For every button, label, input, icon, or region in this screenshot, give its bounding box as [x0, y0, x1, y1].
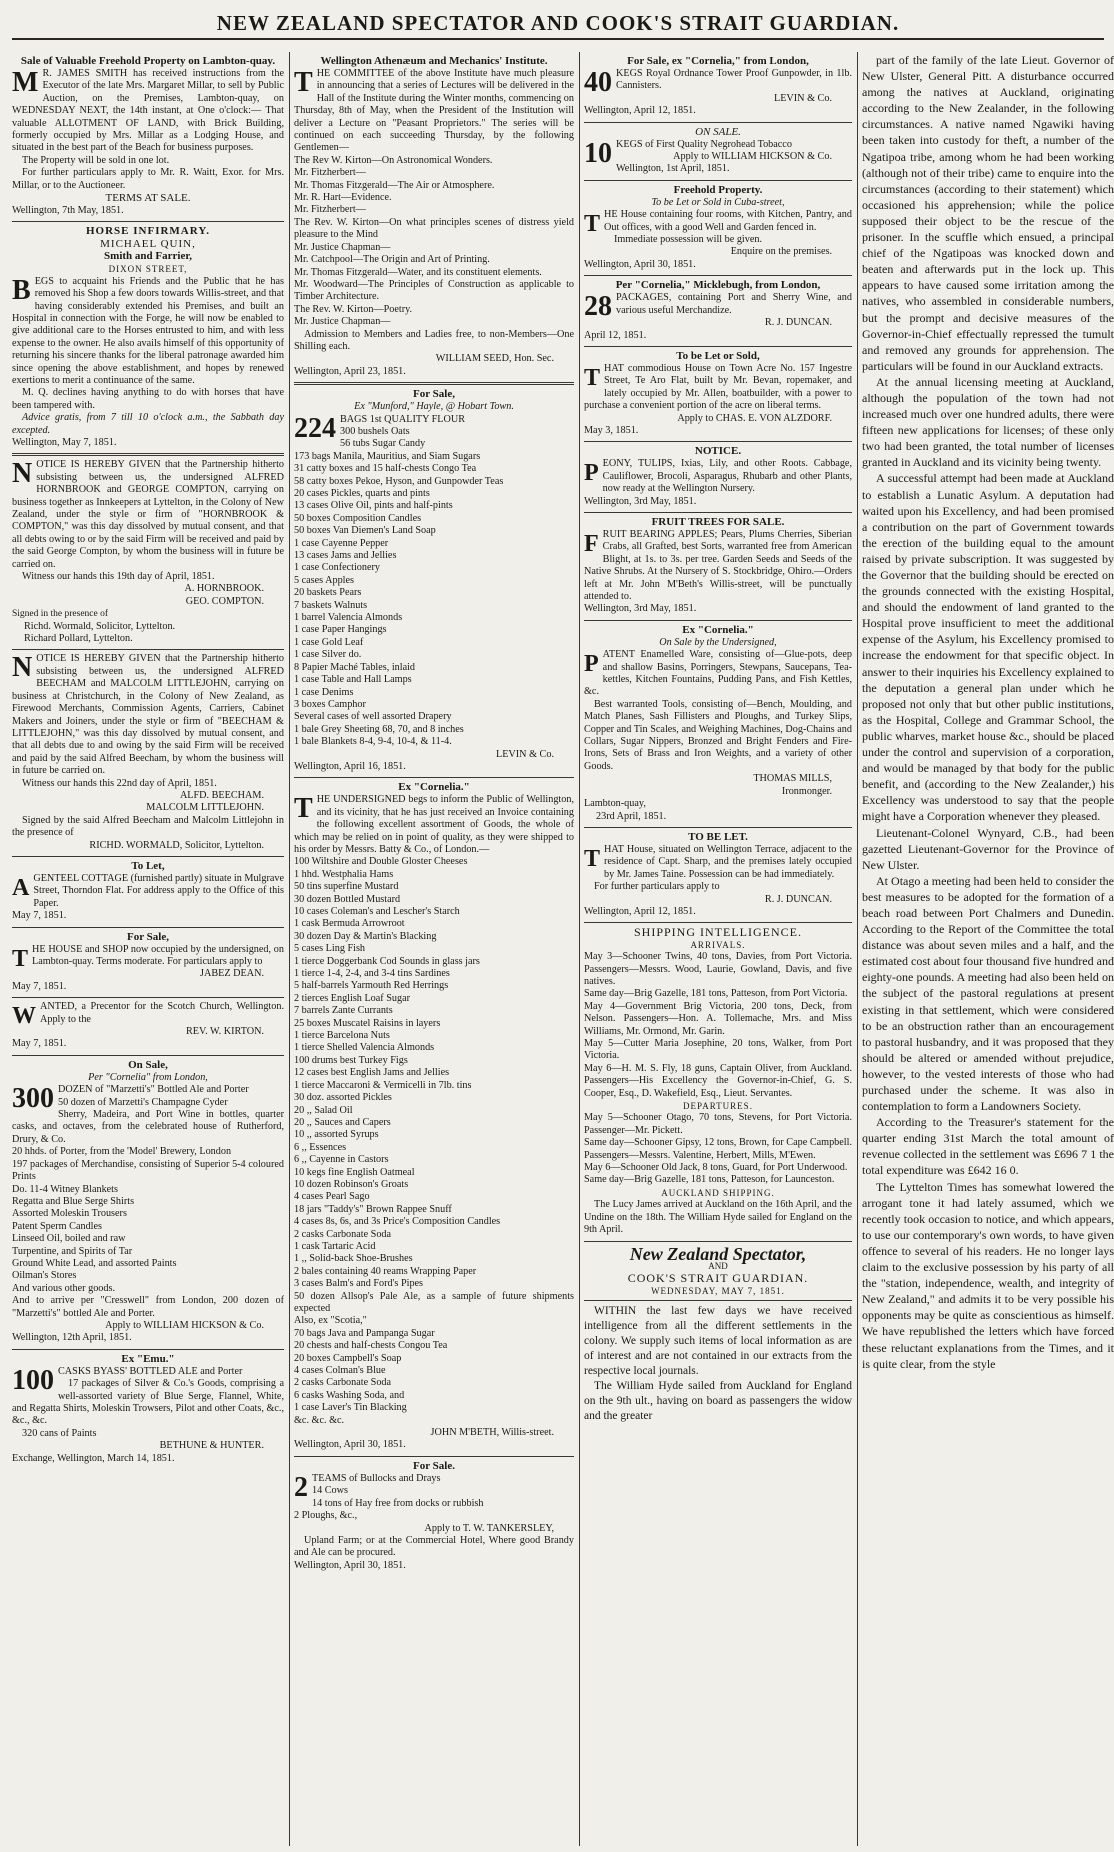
list-item: Mr. Catchpool—The Origin and Art of Printing. — [294, 254, 490, 266]
signature: WILLIAM SEED, Hon. Sec. — [435, 353, 554, 365]
column-rule — [857, 52, 858, 1846]
signature: R. J. DUNCAN. — [764, 893, 832, 905]
ad-text: Admission to Members and Ladies free, to non-Members—One Shilling each. — [294, 328, 574, 352]
ad-port-sherry — [584, 276, 852, 347]
ad-text: The Property will be sold in one lot. — [22, 154, 170, 166]
list-item: 2 bales containing 40 reams Wrapping Paper — [294, 1265, 477, 1277]
list-item: May 6—H. M. S. Fly, 18 guns, Captain Oliver, from Auckland. Passengers—His Excellency the Governor-in-Chief, G. S. Cooper, Esq., D. Wakefield, Esq., Lieut. Servantes. — [584, 1062, 852, 1099]
ad-heading: Freehold Property. — [673, 183, 763, 196]
paper-and: AND — [708, 1260, 728, 1271]
ad-enamelled-ware — [584, 621, 852, 828]
list-item: Assorted Moleskin Trousers — [12, 1208, 127, 1220]
list-item: 14 tons of Hay free from docks or rubbish — [312, 1497, 484, 1509]
ad-date: May 7, 1851. — [12, 910, 67, 922]
ad-date: Wellington, April 30, 1851. — [294, 1559, 406, 1571]
ad-wanted-precentor — [12, 998, 284, 1056]
editorial-lead — [584, 1301, 852, 1424]
list-item: Also, ex "Scotia," — [294, 1315, 367, 1327]
signature: BETHUNE & HUNTER. — [159, 1440, 264, 1452]
editorial-paragraph: According to the Treasurer's statement for the quarter ending 31st March the total amount of revenue collected in the settlement was £696 7 1 the total expenditure was £642 16 0. — [862, 1115, 1114, 1178]
drop-cap: P — [584, 651, 599, 678]
list-item: 1 hhd. Westphalia Hams — [294, 868, 394, 880]
list-item: The Rev W. Kirton—On Astronomical Wonders. — [294, 154, 493, 166]
ad-subheading: To be Let or Sold in Cuba-street, — [651, 196, 785, 208]
column-2 — [294, 52, 574, 1846]
ad-to-let-sold — [584, 347, 852, 442]
drop-cap: B — [12, 274, 31, 306]
ad-body: HAT House, situated on Wellington Terrace, adjacent to the residence of Capt. Sharp, and the premises lately occupied by Mr. James Taine. Possession can be had immediately. — [604, 843, 852, 880]
list-item: 100 Wiltshire and Double Gloster Cheeses — [294, 856, 468, 868]
ad-tobacco — [584, 123, 852, 181]
ad-heading: Per "Cornelia," Micklebugh, from London, — [615, 279, 821, 292]
list-item: 58 catty boxes Pekoe, Hyson, and Gunpowder Teas — [294, 475, 504, 487]
ad-date: Wellington, 1st April, 1851. — [616, 163, 730, 175]
masthead: NEW ZEALAND SPECTATOR AND COOK'S STRAIT GUARDIAN. — [12, 8, 1104, 40]
ad-date: May 7, 1851. — [12, 1038, 67, 1050]
drop-cap: A — [12, 874, 30, 901]
signature: ALFD. BEECHAM. — [179, 789, 264, 801]
list-item: 1 tierce Maccaroni & Vermicelli in 7lb. tins — [294, 1079, 472, 1091]
list-item: Do. 11-4 Witney Blankets — [12, 1183, 118, 1195]
ad-body: HE House containing four rooms, with Kitchen, Pantry, and Out offices, with a good Well and Garden fenced in. — [604, 209, 852, 233]
ad-text: 320 cans of Paints — [22, 1427, 97, 1439]
list-item: 50 tins superfine Mustard — [294, 881, 399, 893]
ad-text: For further particulars apply to — [594, 881, 720, 893]
drop-cap: M — [12, 67, 39, 98]
list-item: 13 cases Olive Oil, pints and half-pints — [294, 500, 453, 512]
list-item: 70 bags Java and Pampanga Sugar — [294, 1327, 435, 1339]
witness-name: Richd. Wormald, Solicitor, Lyttelton. — [24, 620, 176, 632]
drop-cap: W — [12, 1003, 36, 1030]
ad-notice-peony — [584, 442, 852, 513]
section-subheading: AUCKLAND SHIPPING. — [661, 1187, 775, 1198]
list-item: May 4—Government Brig Victoria, 200 tons, Deck, from Nelson. Passengers—Hon. A. Tollemache, Mrs. and Miss Williams, Mr. Ormond, Mr. Garin. — [584, 1000, 852, 1037]
ad-body: HE COMMITTEE of the above Institute have much pleasure in announcing that a series of Lectures will be delivered in the Hall of the Institute during the Winter months, commencing on Thursday, 8th of May, when the President of the Institution will deliver a Lecture on "Peasant Proprietors." The series will be continued on each succeeding Thursday, by the following Gentlemen— — [294, 68, 574, 154]
ad-date: Wellington, May 7, 1851. — [12, 436, 117, 448]
list-item: The Rev. W. Kirton—Poetry. — [294, 303, 413, 315]
editorial-continued — [862, 52, 1114, 1372]
ad-heading: Sale of Valuable Freehold Property on Lambton-quay. — [20, 55, 276, 67]
ad-body: GENTEEL COTTAGE (furnished partly) situate in Mulgrave Street, Thorndon Flat. For address apply to the Office of this Paper. — [33, 872, 284, 909]
list-item: 6 ,, Cayenne in Castors — [294, 1154, 389, 1166]
ad-body: OTICE IS HEREBY GIVEN that the Partnership hitherto subsisting between us, the undersigned ALFRED BEECHAM and MALCOLM LITTLEJOHN, carrying on business at Christchurch, in the Colony of New Zealand, as Firewood Merchants, Commission Agents, Carriers, Cabinet Makers and Joiners, under the style or firm of "BEECHAM & LITTLEJOHN," was this day dissolved by mutual consent, and that all debts due to and owing by the said Firm will be received and paid by the said Alfred Beecham, by whom the business will in future be carried on. — [12, 653, 284, 777]
list-item: Mr. Woodward—The Principles of Construction as applicable to Timber Architecture. — [294, 278, 574, 303]
list-item: 1 tierce 1-4, 2-4, and 3-4 tins Sardines — [294, 968, 450, 980]
ad-text: Witness our hands this 19th day of April, 1851. — [22, 571, 215, 583]
list-item: 30 doz. assorted Pickles — [294, 1092, 392, 1104]
lead-number: 224 — [294, 412, 336, 444]
ad-body: HE HOUSE and SHOP now occupied by the undersigned, on Lambton-quay. Terms moderate. For particulars apply to — [32, 943, 284, 967]
ad-heading: Wellington Athenæum and Mechanics' Institute. — [320, 55, 548, 67]
list-item: 30 dozen Bottled Mustard — [294, 893, 401, 905]
signature: R. J. DUNCAN. — [764, 317, 832, 329]
ad-subheading: On Sale by the Undersigned, — [659, 636, 777, 648]
ad-trade: Smith and Farrier, — [104, 250, 192, 263]
list-item: 1 case Denims — [294, 686, 354, 698]
list-item: Mr. Justice Chapman— — [294, 316, 391, 328]
ad-date: 23rd April, 1851. — [596, 810, 667, 822]
drop-cap: F — [584, 530, 599, 557]
list-item: Mr. Justice Chapman— — [294, 241, 391, 253]
list-item: 50 dozen Allsop's Pale Ale, as a sample of future shipments expected — [294, 1290, 574, 1314]
list-item: The Rev. W. Kirton—On what principles scenes of distress yield pleasure to the Mind — [294, 216, 574, 241]
list-item: Turpentine, and Spirits of Tar — [12, 1245, 133, 1257]
ad-date: Wellington, April 30, 1851. — [584, 258, 696, 270]
drop-cap: N — [12, 458, 33, 490]
drop-cap: T — [584, 845, 601, 872]
list-item: 4 cases Colman's Blue — [294, 1365, 386, 1377]
paper-subtitle: COOK'S STRAIT GUARDIAN. — [627, 1271, 809, 1286]
ad-to-let-cottage — [12, 857, 284, 928]
goods-list — [294, 1485, 574, 1522]
list-item: 1 ,, Solid-back Shoe-Brushes — [294, 1253, 413, 1265]
ad-date: May 7, 1851. — [12, 980, 67, 992]
ad-lead: DOZEN of "Marzetti's" Bottled Ale and Porter — [58, 1084, 249, 1096]
ad-date: Wellington, 3rd May, 1851. — [584, 495, 697, 507]
ad-subheading: Ex "Munford," Hayle, @ Hobart Town. — [354, 401, 514, 413]
paper-title: New Zealand Spectator, — [629, 1243, 807, 1264]
ad-text: Immediate possession will be given. — [614, 234, 762, 246]
goods-list — [294, 856, 574, 1427]
signature: Ironmonger. — [781, 785, 832, 797]
list-item: 50 boxes Composition Candles — [294, 512, 422, 524]
list-item: Mr. R. Hart—Evidence. — [294, 192, 392, 204]
editorial-paragraph: A successful attempt had been made at Auckland to establish a Lunatic Asylum. A deputation had waited upon his Excellency, and had been promised a contribution on the part of Government towards the erection of the building equal to the amount raised by private subscription. It was suggested by the Governor that the building should be erected on the grounds connected with the existing Hospital, and should the endowment of land granted to the Hospital prove insufficient to meet the additional expense of the Asylum, his Excellency promised to increase the endowment for that specific object. In answer to their inquiries his Excellency explained to the deputation a general plan under which he proposed not only that but other public institutions, as the Hospital, College and Grammar School, the public wharves, market house &c., should be placed under the control and supervision of a corporation, and would be managed by that body for the public benefit, and (according to the New Zealander,) his Excellency was understood to say that the people might have a Corporation whenever they pleased. — [862, 471, 1114, 824]
lead-number: 2 — [294, 1471, 308, 1503]
ad-text: Best warranted Tools, consisting of—Bench, Moulding, and Match Planes, Sash Fillisters and Ploughs, and Turkey Slips, Copper and Tin Scales, and Weighing Machines, Dog-Chains and Collars, Sugar Nippers, Bronzed and Bright Fenders and Fire-Irons, Sets of Brass and Iron Weights, and a variety of other Goods. — [584, 698, 852, 772]
signature: GEO. COMPTON. — [185, 595, 264, 607]
lead-number: 10 — [584, 137, 612, 169]
list-item: 10 ,, assorted Syrups — [294, 1129, 379, 1141]
list-item: 50 boxes Van Diemen's Land Soap — [294, 525, 436, 537]
list-item: And various other goods. — [12, 1282, 115, 1294]
ad-heading: NOTICE. — [694, 445, 742, 458]
list-item: Ground White Lead, and assorted Paints — [12, 1257, 177, 1269]
ad-date: Wellington, April 12, 1851. — [584, 105, 696, 117]
list-item: 1 bale Blankets 8-4, 9-4, 10-4, & 11-4. — [294, 736, 452, 748]
witness-name: RICHD. WORMALD, Solicitor, Lyttelton. — [89, 839, 264, 851]
ad-flour — [294, 385, 574, 778]
shipping-intelligence — [584, 923, 852, 1241]
ad-horse-infirmary — [12, 222, 284, 456]
list-item: 20 chests and half-chests Congou Tea — [294, 1340, 448, 1352]
list-item: 2 tierces English Loaf Sugar — [294, 992, 410, 1004]
editorial-paragraph: The Lyttelton Times has somewhat lowered the arrogant tone it had lately assumed, which we recently took occasion to notice, and which appears, to use our contemporary's own words, to have given offence to several of his readers. He no longer lays claim to the exclusive possession by his party of all the "station, independence, wealth, and integrity of New Zealand," and admits it to be very possible his opponents may be quite as conscientious as himself. We have republished the letters which have forced these reluctant explanations from the Times, and it is quite clear, from the style — [862, 1179, 1114, 1371]
list-item: 1 tierce Barcelona Nuts — [294, 1030, 390, 1042]
list-item: 1 case Silver do. — [294, 649, 362, 661]
list-item: 20 baskets Pears — [294, 587, 362, 599]
list-item: Patent Sperm Candles — [12, 1220, 102, 1232]
ad-location: Lambton-quay, — [584, 798, 646, 810]
ad-house-shop — [12, 928, 284, 999]
section-heading: SHIPPING INTELLIGENCE. — [634, 925, 802, 940]
ad-heading: Ex "Emu." — [121, 1352, 175, 1365]
ad-date: Wellington, April 12, 1851. — [584, 905, 696, 917]
list-item: 1 barrel Valencia Almonds — [294, 612, 403, 624]
drop-cap: T — [294, 67, 313, 98]
list-item: May 6—Schooner Old Jack, 8 tons, Guard, for Port Underwood. — [584, 1162, 848, 1174]
list-item: 20 ,, Sauces and Capers — [294, 1116, 391, 1128]
ad-heading: For Sale, ex "Cornelia," from London, — [627, 55, 809, 67]
list-item: 10 kegs fine English Oatmeal — [294, 1166, 415, 1178]
ad-heading: TO BE LET. — [688, 830, 748, 843]
ad-text: M. Q. declines having anything to do with horses that have been tampered with. — [12, 387, 284, 411]
ad-body: Upland Farm; or at the Commercial Hotel, Where good Brandy and Ale can be procured. — [294, 1534, 574, 1559]
list-item: Same day—Brig Gazelle, 181 tons, Patteson, from Port Victoria. — [584, 988, 848, 1000]
ad-freehold-cuba — [584, 181, 852, 276]
list-item: 31 catty boxes and 15 half-chests Congo Tea — [294, 463, 477, 475]
ad-lead: BAGS 1st QUALITY FLOUR — [340, 413, 465, 425]
list-item: 1 case Confectionery — [294, 562, 380, 574]
list-item: 173 bags Manila, Mauritius, and Siam Sugars — [294, 450, 481, 462]
ad-apply: Apply to T. W. TANKERSLEY, — [424, 1522, 554, 1534]
list-item: 20 cases Pickles, quarts and pints — [294, 488, 430, 499]
list-item: May 5—Schooner Otago, 70 tons, Stevens, for Port Victoria. Passenger—Mr. Pickett. — [584, 1112, 852, 1136]
list-item: 1 case Paper Hangings — [294, 624, 387, 636]
editorial-paragraph: WITHIN the last few days we have received intelligence from all the different settlements in the colony. We supply such items of local information as are of interest and are not contained in our extracts from the respective local journals. — [584, 1305, 852, 1378]
list-item: 14 Cows — [312, 1485, 348, 1497]
issue-date: WEDNESDAY, MAY 7, 1851. — [651, 1285, 785, 1296]
lecture-list — [294, 155, 574, 329]
column-rule — [289, 52, 290, 1846]
ad-body: ANTED, a Precentor for the Scotch Church, Wellington. Apply to the — [40, 1001, 284, 1025]
list-item: 5 half-barrels Yarmouth Red Herrings — [294, 980, 449, 992]
ad-heading: FRUIT TREES FOR SALE. — [651, 515, 785, 528]
ad-emu — [12, 1350, 284, 1469]
column-4 — [862, 52, 1114, 1846]
ad-cornelia-mbeth — [294, 778, 574, 1457]
list-item: 2 Ploughs, &c., — [294, 1510, 358, 1522]
drop-cap: T — [294, 793, 313, 825]
column-rule — [579, 52, 580, 1846]
list-item: 6 casks Washing Soda, and — [294, 1389, 405, 1401]
drop-cap: T — [584, 211, 601, 238]
list-item: 1 case Table and Hall Lamps — [294, 674, 412, 686]
ad-date: Wellington, April 30, 1851. — [294, 1439, 406, 1451]
ad-on-sale-marzetti — [12, 1056, 284, 1350]
list-item: 1 tierce Doggerbank Cod Sounds in glass jars — [294, 955, 480, 967]
ad-body: HAT commodious House on Town Acre No. 157 Ingestre Street, Te Aro Flat, built by Mr. Bevan, ropemaker, and lately occupied by Mr. Allen, boatbuilder, with a power to purchase a convenient portion of the acre on liberal terms. — [584, 362, 852, 412]
list-item: Mr. Thomas Fitzgerald—The Air or Atmosphere. — [294, 179, 495, 191]
editorial-paragraph: part of the family of the late Lieut. Governor of New Ulster, General Pitt. A disturbance occurred among the natives at Auckland, originating according to the New Zealander, in the following circumstances. A native named Ngawiki having been taken into custody for theft, a number of the Ngatipoa tribe, among whom he had been working (although not of their tribe) came to enquire into the circumstances (according to their statement) which occasioned his apprehension; while the police supposed their object to be the rescue of the prisoner. In the scuffle which ensued, a principal chief of the Ngatipoas was knocked down and beaten and afterwards put in the lock up. This appears to have caused some irritation among the natives, who assembled in considerable numbers, but the prompt and decisive measures of the Governor-in-Chief effectually repressed the tumult and removed any grounds for apprehension. The particulars will be found in our Auckland extracts. — [862, 53, 1114, 373]
list-item: 50 dozen of Marzetti's Champagne Cyder — [58, 1096, 228, 1108]
ad-heading: For Sale, — [413, 388, 455, 401]
list-item: 20 boxes Campbell's Soap — [294, 1352, 402, 1364]
ad-street: DIXON STREET, — [108, 264, 188, 275]
signature: A. HORNBROOK. — [184, 583, 264, 595]
ad-text: Signed by the said Alfred Beecham and Malcolm Littlejohn in the presence of — [12, 814, 284, 839]
list-item: 6 ,, Essences — [294, 1141, 347, 1153]
ad-body: ATENT Enamelled Ware, consisting of—Glue-pots, deep and shallow Basins, Porringers, Stewpans, Saucepans, Tea-kettles, Kitchen Fountains, Pudding Pans, and Fish Kettles, &c. — [584, 649, 852, 698]
list-item: Mr. Fitzherbert— — [294, 204, 366, 216]
signature: REV. W. KIRTON. — [186, 1026, 264, 1038]
list-item: 3 boxes Camphor — [294, 698, 366, 710]
list-item: 100 drums best Turkey Figs — [294, 1054, 408, 1066]
ad-heading: For Sale. — [413, 1459, 455, 1472]
drop-cap: T — [12, 945, 29, 972]
list-item: 4 cases 8s, 6s, and 3s Price's Composition Candles — [294, 1216, 501, 1228]
ad-body: OTICE IS HEREBY GIVEN that the Partnership hitherto subsisting between us, the undersigned ALFRED HORNBROOK and GEORGE COMPTON, carrying on business together as Innkeepers at Lyttelton, in the Colony of New Zealand, under the style or firm of "HORNBROOK & COMPTON," was this day dissolved by mutual consent, and that all debts owing to or by the said Firm will be received and paid by the said George Compton, by whom the business will in future be carried on. — [12, 459, 284, 570]
list-item: 18 jars "Taddy's" Brown Rappee Snuff — [294, 1203, 452, 1215]
ad-heading: To be Let or Sold, — [676, 349, 760, 362]
section-subheading: DEPARTURES. — [683, 1101, 753, 1112]
list-item: 3 cases Balm's and Ford's Pipes — [294, 1278, 424, 1290]
list-item: 300 bushels Oats — [340, 425, 410, 437]
list-item: 56 tubs Sugar Candy — [340, 438, 426, 450]
ad-date: Wellington, 3rd May, 1851. — [584, 603, 697, 615]
list-item: 1 cask Bermuda Arrowroot — [294, 918, 405, 930]
ad-heading: HORSE INFIRMARY. — [86, 225, 210, 238]
list-item: 20 hhds. of Porter, from the 'Model' Brewery, London — [12, 1146, 232, 1158]
ad-body: RUIT BEARING APPLES; Pears, Plums Cherries, Siberian Crabs, all Grafted, best Sorts, warranted free from American Blight, at 1s. to 3s. per tree. Garden Seeds and Seeds of the Native Shrubs. At the Nursery of S. Stockbridge, Ohiro.—Orders left at Mr. John M'Beth's Willis-street, will be punctually attended to. — [584, 528, 852, 602]
lead-number: 300 — [12, 1083, 54, 1115]
editorial-paragraph: Lieutenant-Colonel Wynyard, C.B., had been gazetted Lieutenant-Governor for the Province of New Ulster. — [862, 825, 1114, 872]
ad-lead: TEAMS of Bullocks and Drays — [312, 1472, 441, 1484]
signature: JABEZ DEAN. — [200, 968, 264, 980]
editorial-paragraph: The William Hyde sailed from Auckland for England on the 9th ult., having on board as passengers the widow and the greater — [584, 1380, 852, 1423]
departures-list — [584, 1112, 852, 1186]
list-item: And to arrive per "Cresswell" from London, 200 dozen of "Marzetti's" bottled Ale and Porter. — [12, 1295, 284, 1319]
ad-fruit-trees — [584, 513, 852, 621]
list-item: &c. &c. &c. — [294, 1414, 345, 1426]
list-item: Mr. Fitzherbert— — [294, 167, 366, 179]
list-item: 1 cask Tartaric Acid — [294, 1240, 376, 1252]
ad-apply: Apply to CHAS. E. VON ALZDORF. — [677, 412, 832, 424]
list-item: 4 cases Pearl Sago — [294, 1191, 370, 1203]
list-item: 10 cases Coleman's and Lescher's Starch — [294, 906, 460, 917]
column-1 — [12, 52, 284, 1846]
ad-apply: Apply to WILLIAM HICKSON & Co. — [673, 151, 832, 163]
ad-gunpowder — [584, 52, 852, 123]
list-item: May 3—Schooner Twins, 40 tons, Davies, from Port Victoria. Passengers—Messrs. Wood, Laurie, Gowland, Davis, and five natives. — [584, 951, 852, 987]
ad-date: Wellington, 12th April, 1851. — [12, 1332, 132, 1344]
list-item: May 5—Cutter Maria Josephine, 20 tons, Walker, from Port Victoria. — [584, 1038, 852, 1062]
ad-subheading: Per "Cornelia" from London, — [88, 1071, 208, 1083]
ad-lead: CASKS BYASS' BOTTLED ALE and Porter — [58, 1365, 243, 1377]
ad-body: R. JAMES SMITH has received instructions from the Executor of the late Mrs. Margaret Millar, to sell by Public Auction, on the Premises, Lambton-quay, on WEDNESDAY NEXT, the 14th instant, at One o'clock:— That valuable ALLOTMENT OF LAND, with Brick Building, formerly occupied by Mrs. Millar as a Lodging House, and situated in the best part of the Beach for business purposes. — [12, 68, 284, 154]
ad-heading: Ex "Cornelia." — [398, 781, 470, 794]
ad-heading: Ex "Cornelia." — [682, 623, 754, 636]
list-item: 1 case Laver's Tin Blacking — [294, 1402, 407, 1414]
witness-name: Richard Pollard, Lyttelton. — [24, 633, 133, 645]
editorial-masthead — [584, 1243, 852, 1302]
ad-text: Witness our hands this 22nd day of April, 1851. — [22, 777, 217, 789]
list-item: Same day—Brig Gazelle, 181 tons, Patteson, for Launceston. — [584, 1174, 835, 1186]
list-item: 1 bale Grey Sheeting 68, 70, and 8 inches — [294, 723, 464, 735]
list-item: 7 barrels Zante Currants — [294, 1005, 393, 1017]
ad-body: EGS to acquaint his Friends and the Public that he has removed his Shop a few doors towards Willis-street, and that having considerably extended his Premises, and built an Hospital in connection with the Forge, he will now be enabled to give additional care to the Horses entrusted to him, and with less expense to the owner. He also avails himself of this opportunity of returning his sincere thanks for the liberal patronage awarded him since opening the above establishment, and hopes by renewed exertions to merit a continuance of the same. — [12, 275, 284, 386]
list-item: 30 dozen Day & Martin's Blacking — [294, 930, 437, 942]
ad-text: Enquire on the premises. — [730, 246, 832, 258]
ad-body: EONY, TULIPS, Ixias, Lily, and other Roots. Cabbage, Cauliflower, Brocoli, Asparagus, Rhubarb and other Plants, now ready at the Wellington Nursery. — [602, 458, 852, 495]
list-item: 1 case Gold Leaf — [294, 636, 364, 648]
ad-name: MICHAEL QUIN, — [100, 237, 196, 250]
drop-cap: P — [584, 460, 599, 487]
list-item: 197 packages of Merchandise, consisting of Superior 5-4 coloured Prints — [12, 1158, 284, 1183]
list-item: Sherry, Madeira, and Port Wine in bottles, quarter casks, and octaves, from the celebrated house of Rutherford, Drury, & Co. — [12, 1109, 284, 1145]
ad-date: May 3, 1851. — [584, 424, 639, 436]
ad-notice-beecham — [12, 650, 284, 857]
signature: THOMAS MILLS, — [753, 773, 832, 785]
ad-body: HE UNDERSIGNED begs to inform the Public of Wellington, and its vicinity, that he has just received an Invoice containing the following excellent assortment of Goods, the whole of which may be relied on in point of quality, as they were shipped to his order by Messrs. Batty & Co., of London.— — [294, 794, 574, 855]
list-item: 13 cases Jams and Jellies — [294, 550, 397, 562]
ad-date: Wellington, 7th May, 1851. — [12, 205, 124, 217]
list-item: Linseed Oil, boiled and raw — [12, 1233, 126, 1245]
ad-lead: PACKAGES, containing Port and Sherry Wine, and various useful Merchandize. — [616, 292, 852, 316]
ad-text: For further particulars apply to Mr. R. Waitt, Exor. for Mrs. Millar, or to the Auctioneer. — [12, 167, 284, 191]
column-3 — [584, 52, 852, 1846]
list-item: 1 tierce Shelled Valencia Almonds — [294, 1042, 435, 1054]
list-item: 8 Papier Maché Tables, inlaid — [294, 661, 416, 673]
signature: LEVIN & Co. — [495, 748, 554, 760]
ad-date: Wellington, April 23, 1851. — [294, 365, 406, 377]
ad-date: April 12, 1851. — [584, 329, 647, 341]
arrivals-list — [584, 951, 852, 1100]
lead-number: 28 — [584, 291, 612, 323]
ad-bullocks — [294, 1457, 574, 1576]
columns — [12, 52, 1114, 1846]
list-item: Same day—Schooner Gipsy, 12 tons, Brown, for Cape Campbell. Passengers—Messrs. Valentine, Herbert, Mills, M'Ewen. — [584, 1137, 852, 1161]
list-item: 5 cases Ling Fish — [294, 943, 366, 955]
ad-lead: KEGS of First Quality Negrohead Tobacco — [616, 138, 792, 150]
list-item: 2 casks Carbonate Soda — [294, 1377, 392, 1389]
list-item: Oilman's Stores — [12, 1270, 77, 1282]
signed-label: Signed in the presence of — [12, 609, 109, 620]
list-item: Several cases of well assorted Drapery — [294, 711, 452, 723]
ad-body: 17 packages of Silver & Co.'s Goods, comprising a well-assorted variety of Blue Serge, Flannel, White, and Regatta Shirts, Moleskin Trowsers, Pilot and other Coats, &c., &c., &c. — [12, 1378, 284, 1427]
ad-text: Advice gratis, from 7 till 10 o'clock a.m., the Sabbath day excepted. — [12, 412, 284, 436]
ad-terms: TERMS AT SALE. — [105, 192, 191, 205]
ad-to-be-let — [584, 828, 852, 923]
ad-text: The Lucy James arrived at Auckland on the 16th April, and the Undine on the 18th. The William Hyde sailed for England on the 9th April. — [584, 1199, 852, 1236]
ad-date: Exchange, Wellington, March 14, 1851. — [12, 1452, 175, 1464]
ad-heading: ON SALE. — [695, 125, 741, 138]
section-subheading: ARRIVALS. — [690, 939, 746, 950]
lead-number: 100 — [12, 1364, 54, 1396]
signature: JOHN M'BETH, Willis-street. — [430, 1427, 554, 1439]
signature: LEVIN & Co. — [773, 92, 832, 104]
ad-heading: On Sale, — [128, 1058, 168, 1071]
editorial-paragraph: At the annual licensing meeting at Auckland, although the population of the town had not increased much over one hundred adults, there were fifteen new applications for licenses; of these only two had been granted, the total number of licenses granted in Auckland and its vicinity being twenty. — [862, 374, 1114, 470]
list-item: 5 cases Apples — [294, 574, 354, 586]
ad-heading: For Sale, — [127, 930, 169, 943]
list-item: Mr. Thomas Fitzgerald—Water, and its constituent elements. — [294, 266, 542, 278]
list-item: 10 dozen Robinson's Groats — [294, 1178, 409, 1190]
ad-apply: Apply to WILLIAM HICKSON & Co. — [105, 1319, 264, 1331]
drop-cap: N — [12, 652, 33, 684]
list-item: 25 boxes Muscatel Raisins in layers — [294, 1017, 441, 1029]
list-item: 1 case Cayenne Pepper — [294, 537, 389, 549]
list-item: Regatta and Blue Serge Shirts — [12, 1195, 135, 1207]
ad-lead: KEGS Royal Ordnance Tower Proof Gunpowder, in 1lb. Cannisters. — [616, 68, 852, 92]
lead-number: 40 — [584, 67, 612, 98]
list-item: 20 ,, Salad Oil — [294, 1104, 353, 1116]
list-item: 12 cases best English Jams and Jellies — [294, 1067, 450, 1079]
ad-date: Wellington, April 16, 1851. — [294, 760, 406, 772]
list-item: 2 casks Carbonate Soda — [294, 1228, 392, 1240]
drop-cap: T — [584, 364, 601, 391]
goods-list — [294, 426, 574, 749]
ad-heading: To Let, — [131, 859, 165, 872]
ad-athenaeum — [294, 52, 574, 385]
ad-freehold-sale — [12, 52, 284, 222]
signature: MALCOLM LITTLEJOHN. — [146, 802, 264, 814]
editorial-paragraph: At Otago a meeting had been held to consider the best measures to be adopted for the formation of a beach road between Port Chalmers and Dunedin. According to the Report of the Committee the total distance was about seven miles and a half, and the estimated cost about four thousand five hundred and eighty-one pounds. A meeting had also been held on the subject of the pastoral regulations at present existing in that settlement, which were considered to be an obstruction rather than an encouragement to pastoral husbandry, and it was proposed that they should be altered or amended without prejudice, however, to the vested interests of those who had purchased under the scheme. It was also in contemplation to form a Landowners Society. — [862, 873, 1114, 1114]
goods-list — [12, 1097, 284, 1320]
list-item: 7 baskets Walnuts — [294, 599, 368, 611]
ad-notice-hornbrook — [12, 456, 284, 650]
